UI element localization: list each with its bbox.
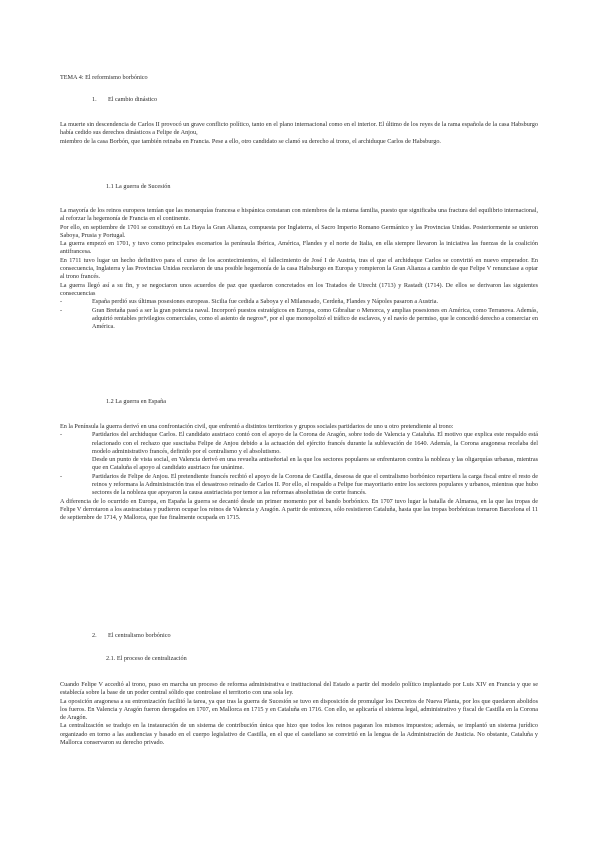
paragraph: En 1711 tuvo lugar un hecho definitivo para el curso de los acontecimientos, el fallecimiento de José I de Austria, tras el que el archiduque Carlos se convirtió en nuevo emperador. En consecuencia, Inglaterra y las Provincias Unidas recelaron de una posible hegemonía de la casa Habsburgo en Europa y rompieron la Gran Alianza a cambio de que Felipe V renunciase a optar al trono francés. <box>60 256 538 281</box>
subsection-2-1-heading: 2.1. El proceso de centralización <box>106 655 187 662</box>
subsection-1-1-heading: 1.1 La guerra de Sucesión <box>106 183 171 190</box>
list-item: - Gran Bretaña pasó a ser la gran potencia naval. Incorporó puestos estratégicos en Europa, como Gibraltar o Menorca, y amplias posesiones en América, como Terranova. Además, adquirió rentables privilegios comerciales, como el asiento de negros*, por el que monopolizó el tráfico de esclavos, y el navío de permiso, que le concedió derecho a comerciar en América. <box>60 306 538 331</box>
subsection-1-2-body <box>60 423 538 523</box>
paragraph: La mayoría de los reinos europeos temían que las monarquías francesa e hispánica constaran con miembros de la misma familia, puesto que significaba una fractura del equilibrio internacional, al reforzar la hegemonía de Francia en el continente. <box>60 207 538 223</box>
paragraph: La guerra empezó en 1701, y tuvo como principales escenarios la península Ibérica, América, Flandes y el norte de Italia, en ella siempre llevaron la iniciativa las fuerzas de la coalición antifrancesa. <box>60 240 538 256</box>
section-title: El cambio dinástico <box>108 96 158 103</box>
consequences-list <box>60 298 538 331</box>
document-title: TEMA 4: El reformismo borbónico <box>60 74 148 81</box>
subsection-2-1-body <box>60 681 538 747</box>
section-1-body <box>60 121 538 146</box>
paragraph: La guerra llegó así a su fin, y se negociaron unos acuerdos de paz que quedaron concretados en los Tratados de Utrecht (1713) y Rastadt (1714). De ellos se derivaron las siguientes consecuencias <box>60 281 538 297</box>
section-number: 1. <box>92 96 97 103</box>
section-1-heading <box>92 96 157 104</box>
paragraph: miembro de la casa Borbón, que también reinaba en Francia. Pese a ello, otro candidato se clamó su derecho al trono, el archiduque Carlos de Habsburgo. <box>60 137 441 145</box>
section-number: 2. <box>92 632 97 639</box>
subsection-1-1-body <box>60 207 538 331</box>
paragraph: Cuando Felipe V accedió al trono, puso en marcha un proceso de reforma administrativa e institucional del Estado a partir del modelo político implantado por Luis XIV en Francia y que se establecía sobre la base de un poder central sólido que controlase el territorio con una sola ley. <box>60 681 538 697</box>
paragraph: En la Península la guerra derivó en una confrontación civil, que enfrentó a distintos territorios y grupos sociales partidarios de uno u otro pretendiente al trono: <box>60 423 454 430</box>
section-title: El centralismo borbónico <box>108 632 171 639</box>
paragraph: La muerte sin descendencia de Carlos II provocó un grave conflicto político, tanto en el plano internacional como en el interior. El último de los reyes de la rama española de la casa Habsburgo había cedido sus derechos dinásticos a Felipe de Anjou, <box>60 121 538 137</box>
paragraph: La centralización se tradujo en la instauración de un sistema de contribución única que hizo que todos los reinos pagaran los mismos impuestos; además, se implantó un sistema jurídico organizado en torno a las audiencias y basado en el cuerpo legislativo de Castilla, en el que el castellano se convirtió en la lengua de la Administración de Justicia. No obstante, Cataluña y Mallorca conservaron su derecho privado. <box>60 722 538 747</box>
list-item: - Partidarios del archiduque Carlos. El candidato austriaco contó con el apoyo de la Corona de Aragón, sobre todo de Valencia y Cataluña. El motivo que explica este respaldo está relacionado con el rechazo que suscitaba Felipe de Anjou debido a la actuación del ejército francés durante la sublevación de 1640. Además, la Corona aragonesa recelaba del modelo administrativo francés, definido por el centralismo y el absolutismo. Desde un punto de vista social, en Valencia derivó en una revuelta antiseñorial en la que los sectores populares se enfrentaron contra la nobleza y las oligarquías urbanas, mientras que en Cataluña el apoyo al candidato austriaco fue unánime. <box>60 431 538 472</box>
partisans-list <box>60 431 538 497</box>
list-item: - España perdió sus últimas posesiones europeas. Sicilia fue cedida a Saboya y el Milanesado, Cerdeña, Flandes y Nápoles pasaron a Austria. <box>60 298 439 306</box>
paragraph: A diferencia de lo ocurrido en Europa, en España la guerra se decantó desde un primer momento por el bando borbónico. En 1707 tuvo lugar la batalla de Almansa, en la que las tropas de Felipe V derrotaron a los austracistas y pudieron ocupar los reinos de Valencia y Aragón. A partir de entonces, sólo resistieron Cataluña, hasta que las tropas borbónicas tomaron Barcelona el 11 de septiembre de 1714, y Mallorca, que fue finalmente ocupada en 1715. <box>60 497 538 522</box>
section-2-heading <box>92 632 171 640</box>
paragraph: La oposición aragonesa a su entronización facilitó la tarea, ya que tras la guerra de Sucesión se tuvo en disposición de promulgar los Decretos de Nueva Planta, por los que quedaron abolidos los fueros. En Valencia y Aragón fueron derogados en 1707, en Mallorca en 1715 y en Cataluña en 1716. Con ello, se aplicaría el sistema legal, administrativo y fiscal de Castilla en la Corona de Aragón. <box>60 697 538 722</box>
list-item: - Partidarios de Felipe de Anjou. El pretendiente francés recibió el apoyo de la Corona de Castilla, deseosa de que el centralismo borbónico repartiera la carga fiscal entre el resto de reinos y reformara la Administración tras el desastroso reinado de Carlos II. Por ello, el respaldo a Felipe fue mayoritario entre los sectores populares y urbanos, mientras que hubo sectores de la nobleza que apoyaron la causa austriacista por temor a las reformas absolutistas de corte francés. <box>60 472 538 497</box>
subsection-1-2-heading: 1.2 La guerra en España <box>106 398 166 405</box>
paragraph: Por ello, en septiembre de 1701 se constituyó en La Haya la Gran Alianza, compuesta por Inglaterra, el Sacro Imperio Romano Germánico y las Provincias Unidas. Posteriormente se unieron Saboya, Prusia y Portugal. <box>60 223 538 239</box>
